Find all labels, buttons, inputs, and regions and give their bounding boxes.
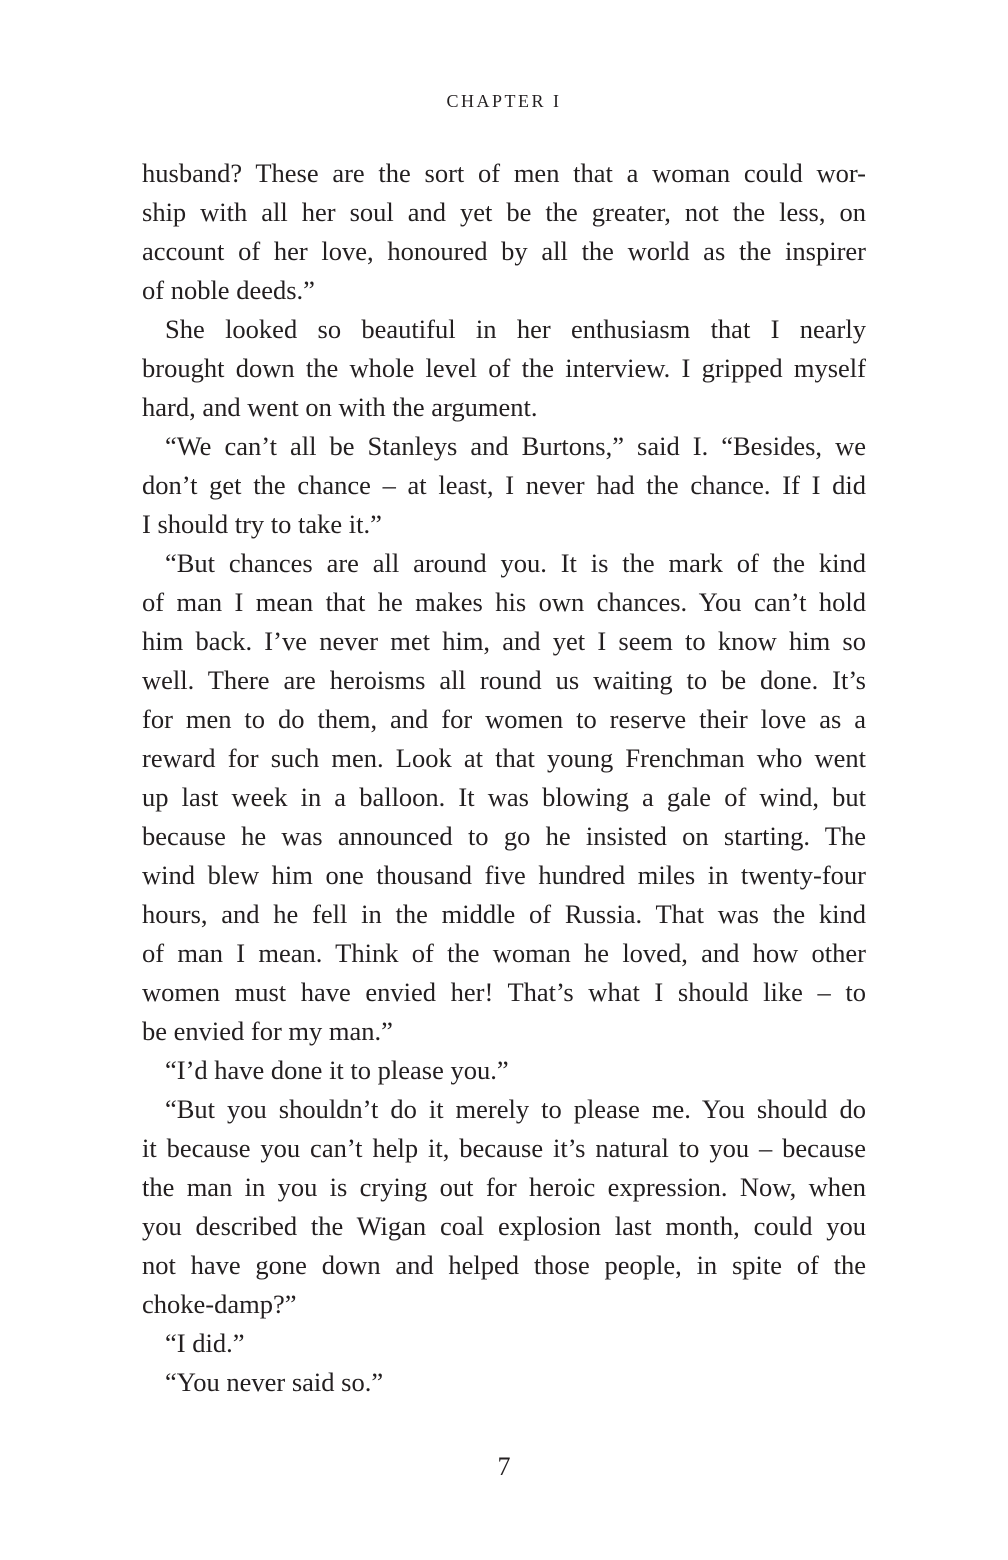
text-line: don’t get the chance – at least, I never had the chance. If I did (142, 470, 866, 500)
text-line: not have gone down and helped those people, in spite of the (142, 1250, 866, 1280)
text-line: brought down the whole level of the interview. I gripped myself (142, 353, 866, 383)
text-line: “But you shouldn’t do it merely to please me. You should do (165, 1094, 866, 1124)
text-line: She looked so beautiful in her enthusiasm that I nearly (165, 314, 866, 344)
text-line: “We can’t all be Stanleys and Burtons,” said I. “Besides, we (165, 431, 866, 461)
text-line: “You never said so.” (165, 1367, 384, 1397)
text-line: hours, and he fell in the middle of Russia. That was the kind (142, 899, 866, 929)
text-line: of noble deeds.” (142, 275, 315, 305)
page-number: 7 (497, 1452, 511, 1481)
text-line: of man I mean. Think of the woman he loved, and how other (142, 938, 866, 968)
text-line: wind blew him one thousand five hundred miles in twenty-four (142, 860, 866, 890)
text-line: account of her love, honoured by all the world as the inspirer (142, 236, 866, 266)
text-line: “But chances are all around you. It is the mark of the kind (165, 548, 866, 578)
text-line: because he was announced to go he insisted on starting. The (142, 821, 866, 851)
text-line: choke-damp?” (142, 1289, 297, 1319)
running-head: CHAPTER I (446, 91, 562, 111)
text-line: it because you can’t help it, because it’s natural to you – because (142, 1133, 866, 1163)
text-line: him back. I’ve never met him, and yet I seem to know him so (142, 626, 866, 656)
text-line: for men to do them, and for women to reserve their love as a (142, 704, 866, 734)
text-line: well. There are heroisms all round us waiting to be done. It’s (142, 665, 866, 695)
text-line: be envied for my man.” (142, 1016, 393, 1046)
text-line: of man I mean that he makes his own chances. You can’t hold (142, 587, 866, 617)
text-line: you described the Wigan coal explosion last month, could you (142, 1211, 866, 1241)
text-line: women must have envied her! That’s what I should like – to (142, 977, 866, 1007)
text-line: I should try to take it.” (142, 509, 382, 539)
text-line: husband? These are the sort of men that a woman could wor- (142, 158, 866, 188)
text-line: “I’d have done it to please you.” (165, 1055, 509, 1085)
text-line: hard, and went on with the argument. (142, 392, 538, 422)
text-line: the man in you is crying out for heroic expression. Now, when (142, 1172, 866, 1202)
text-line: “I did.” (165, 1328, 245, 1358)
body-text (142, 154, 866, 1402)
text-line: ship with all her soul and yet be the greater, not the less, on (142, 197, 866, 227)
text-line: up last week in a balloon. It was blowing a gale of wind, but (142, 782, 866, 812)
text-line: reward for such men. Look at that young Frenchman who went (142, 743, 866, 773)
